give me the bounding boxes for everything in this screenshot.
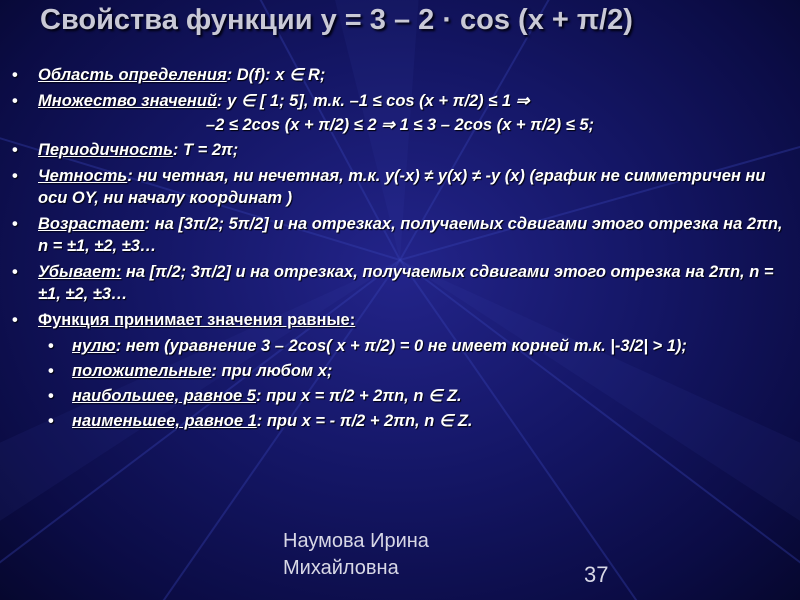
list-item-increasing — [12, 213, 788, 257]
text-period: : T = 2π; — [172, 141, 239, 159]
subitem-min — [12, 410, 788, 432]
bullet-icon: • — [48, 362, 54, 380]
term-domain: Область определения — [38, 66, 227, 84]
term-period: Периодичность — [38, 141, 173, 159]
author-line-1: Наумова Ирина — [283, 530, 429, 552]
bullet-icon: • — [12, 263, 18, 281]
list-item-range — [12, 90, 788, 112]
term-parity: Четность — [38, 167, 128, 185]
term-range: Множество значений — [38, 92, 218, 110]
term-increasing: Возрастает — [38, 215, 145, 233]
text-positive: : при любом x; — [211, 362, 333, 380]
term-zero: нулю — [72, 337, 116, 355]
term-positive: положительные — [72, 362, 212, 380]
subitem-positive — [12, 360, 788, 382]
bullet-icon: • — [48, 412, 54, 430]
author-line-2: Михайловна — [283, 557, 399, 579]
bullet-icon: • — [12, 311, 18, 329]
term-decreasing: Убывает: — [38, 263, 122, 281]
subitem-zero — [12, 335, 788, 357]
subitem-max — [12, 385, 788, 407]
bullet-icon: • — [48, 387, 54, 405]
list-item-period — [12, 139, 788, 161]
text-parity: : ни четная, ни нечетная, т.к. y(-x) ≠ y(x) ≠ -y (x) (график не симметричен ни оси OY, ни началу координат ) — [38, 167, 766, 207]
list-item-decreasing — [12, 261, 788, 305]
bullet-icon: • — [48, 337, 54, 355]
text-min: : при x = - π/2 + 2πn, n ∈ Z. — [256, 412, 473, 430]
term-values: Функция принимает значения равные: — [38, 311, 356, 329]
bullet-icon: • — [12, 92, 18, 110]
text-max: : при x = π/2 + 2πn, n ∈ Z. — [255, 387, 462, 405]
slide-title: Свойства функции y = 3 – 2 · cos (x + π/2) — [40, 4, 633, 36]
text-domain: : D(f): x ∈ R; — [226, 66, 326, 84]
bullet-icon: • — [12, 141, 18, 159]
text-range: : y ∈ [ 1; 5], т.к. –1 ≤ cos (x + π/2) ≤ 1 ⇒ — [217, 92, 530, 110]
list-item-parity — [12, 165, 788, 209]
bullet-icon: • — [12, 215, 18, 233]
term-min: наименьшее, равное 1 — [72, 412, 257, 430]
properties-list — [12, 64, 788, 435]
page-number: 37 — [584, 562, 609, 587]
list-item-domain — [12, 64, 788, 86]
range-derivation-line: –2 ≤ 2cos (x + π/2) ≤ 2 ⇒ 1 ≤ 3 – 2cos (x + π/2) ≤ 5; — [205, 116, 595, 134]
bullet-icon: • — [12, 66, 18, 84]
bullet-icon: • — [12, 167, 18, 185]
text-increasing: : на [3π/2; 5π/2] и на отрезках, получаемых сдвигами этого отрезка на 2πn, n = ±1, ±2, ±3… — [38, 215, 783, 255]
text-zero: : нет (уравнение 3 – 2cos( x + π/2) = 0 не имеет корней т.к. |-3/2| > 1); — [115, 337, 687, 355]
footer-author — [283, 528, 483, 582]
text-decreasing: на [π/2; 3π/2] и на отрезках, получаемых сдвигами этого отрезка на 2πn, n = ±1, ±2, ±3… — [38, 263, 774, 303]
term-max: наибольшее, равное 5 — [72, 387, 256, 405]
list-item-values — [12, 309, 788, 331]
